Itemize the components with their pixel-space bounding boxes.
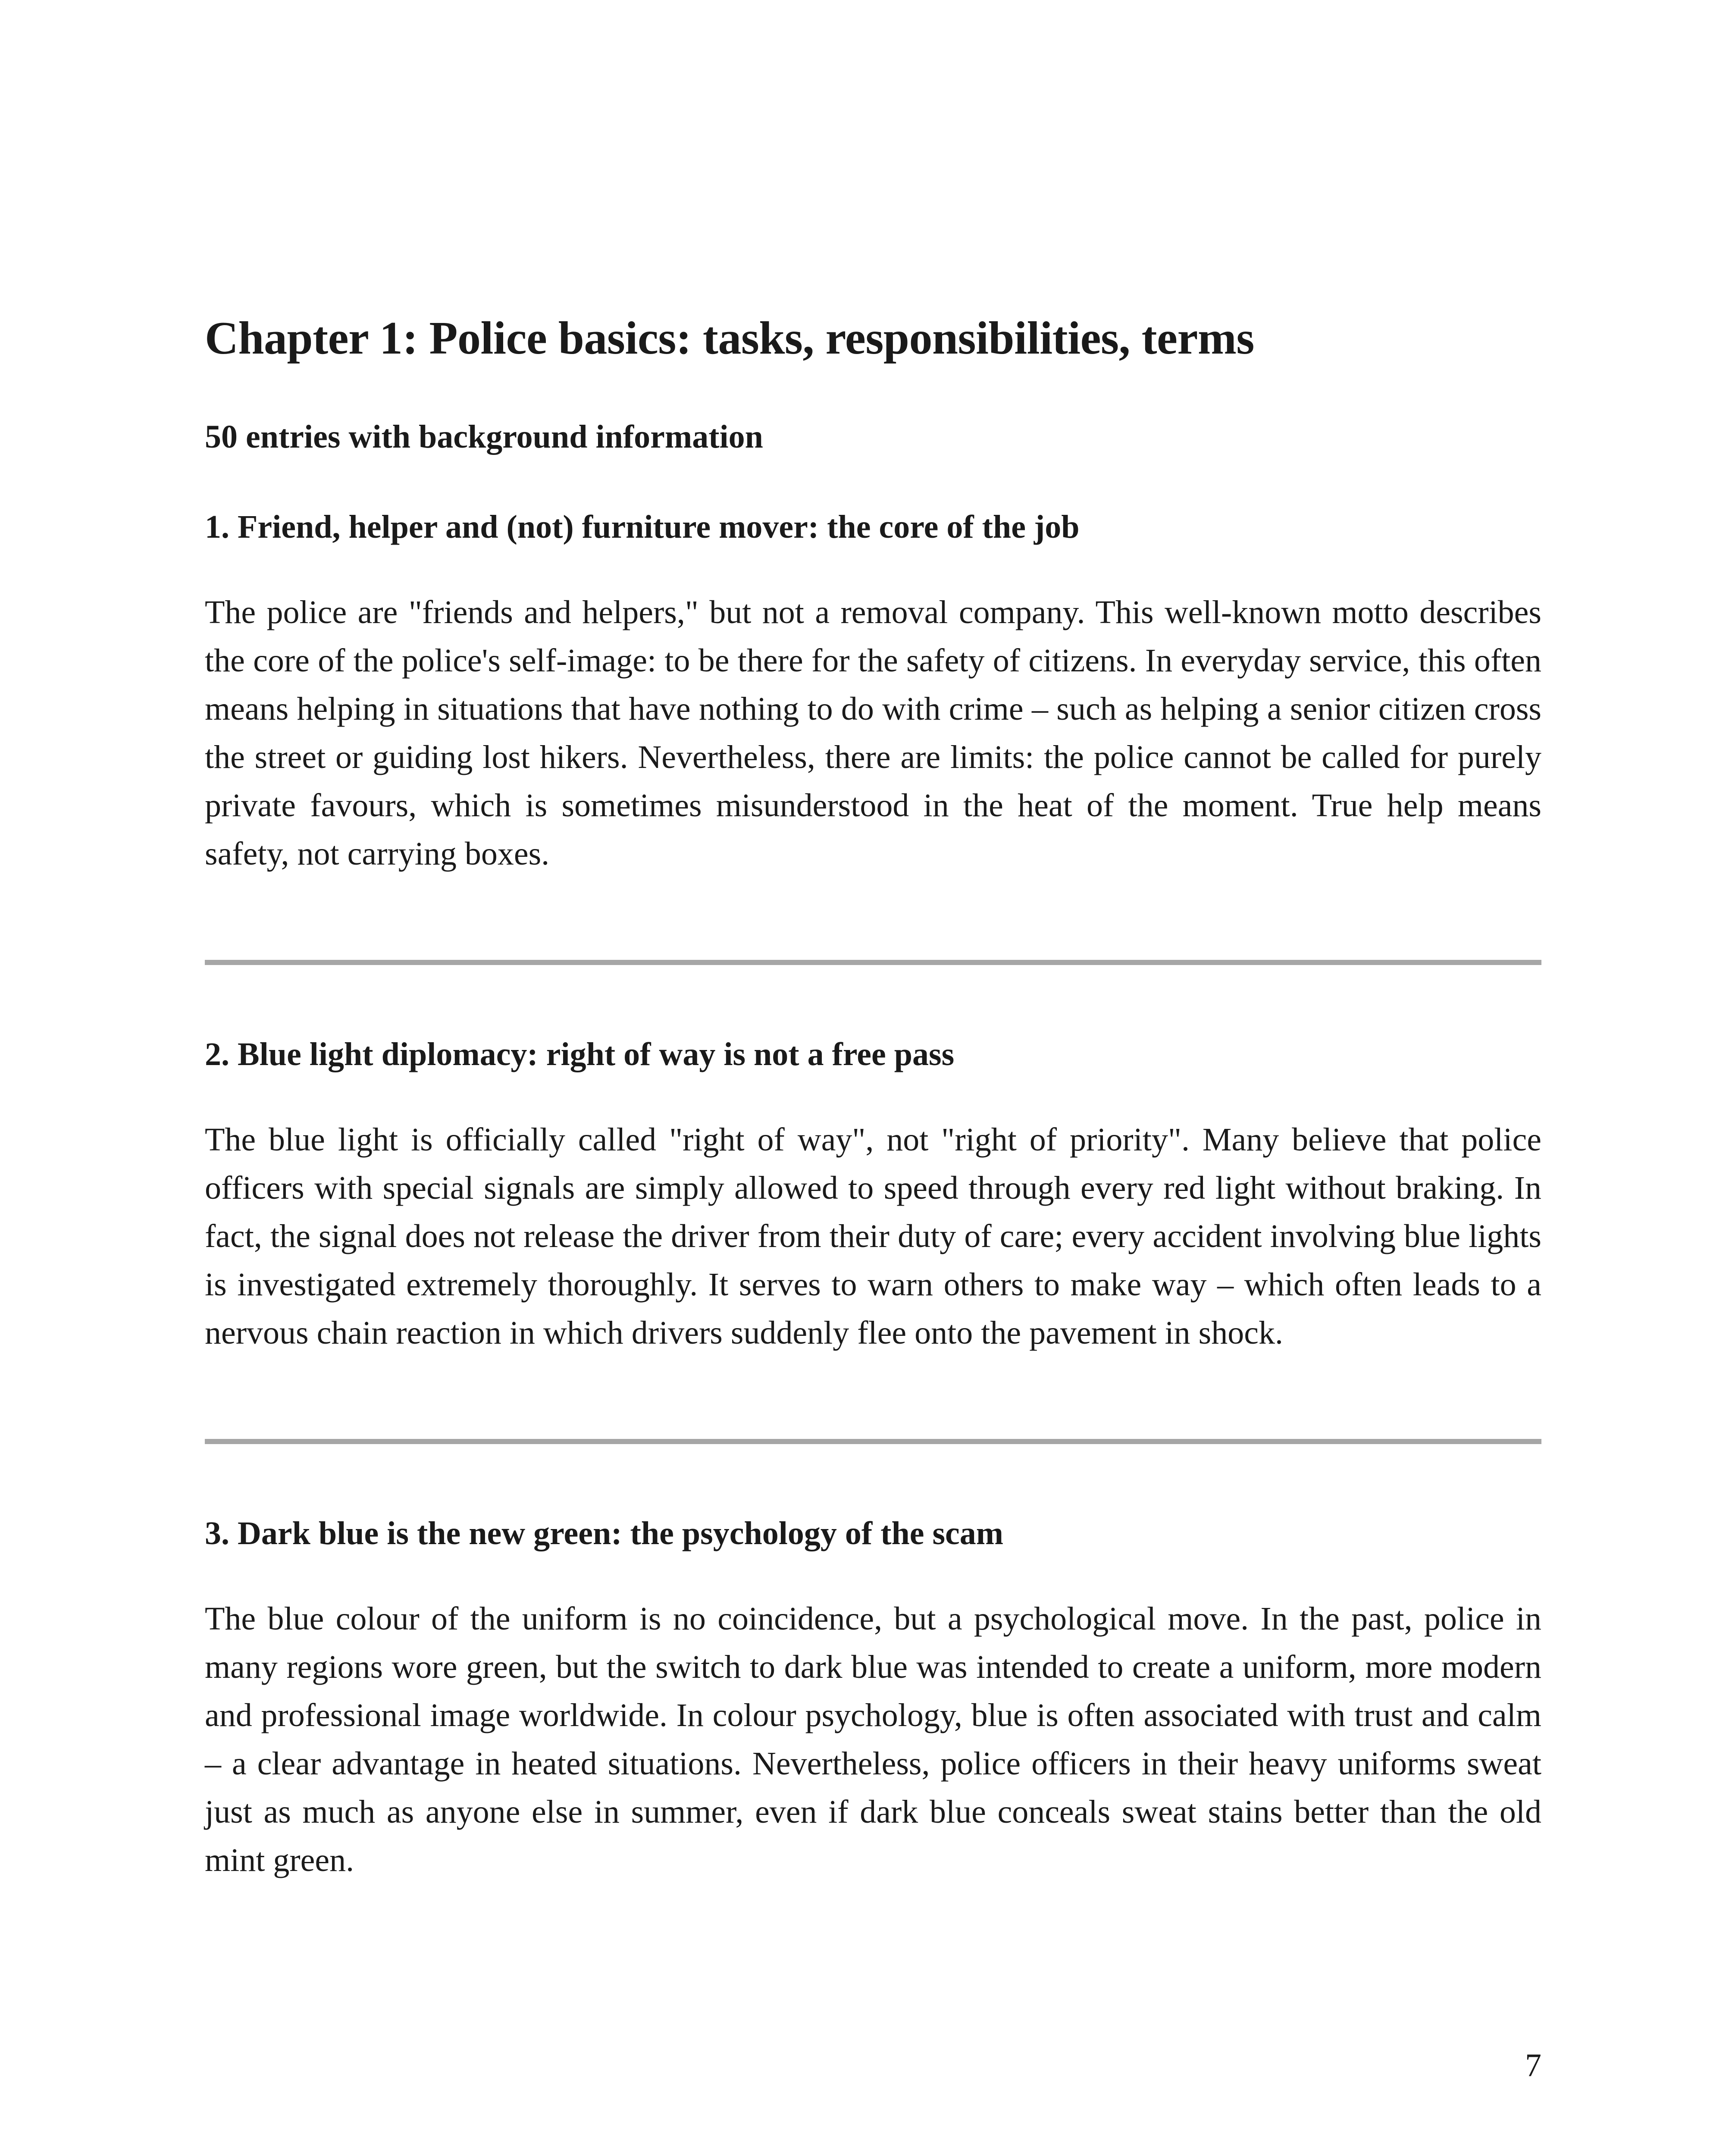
entry-body: The blue colour of the uniform is no coincidence, but a psychological move. In the past, police in many regions wore green, but the switch to dark blue was intended to create a uniform, more modern and professional image worldwide. In colour psychology, blue is often associated with trust and calm – a clear advantage in heated situations. Nevertheless, police officers in their heavy uniforms sweat just as much as anyone else in summer, even if dark blue conceals sweat stains better than the old mint green.: [205, 1601, 1541, 1879]
page-content: [205, 310, 1541, 1884]
entry-heading: 2. Blue light diplomacy: right of way is not a free pass: [205, 1036, 955, 1072]
entry-body: The blue light is officially called "right of way", not "right of priority". Many believe that police officers with special signals are simply allowed to speed through every red light without braking. In fact, the signal does not release the driver from their duty of care; every accident involving blue lights is investigated extremely thoroughly. It serves to warn others to make way – which often leads to a nervous chain reaction in which drivers suddenly flee onto the pavement in shock.: [205, 1122, 1541, 1351]
entry-3: [205, 1514, 1541, 1884]
chapter-title: Chapter 1: Police basics: tasks, responsibilities, terms: [205, 313, 1254, 364]
entry-heading: 1. Friend, helper and (not) furniture mover: the core of the job: [205, 508, 1080, 545]
entry-2: [205, 1035, 1541, 1357]
page-number: 7: [1525, 2047, 1541, 2084]
entry-heading: 3. Dark blue is the new green: the psychology of the scam: [205, 1515, 1004, 1552]
section-divider: [205, 1439, 1541, 1444]
entry-1: [205, 508, 1541, 878]
section-divider: [205, 960, 1541, 965]
entry-body: The police are "friends and helpers," but not a removal company. This well-known motto describes the core of the police's self-image: to be there for the safety of citizens. In everyday service, this often means helping in situations that have nothing to do with crime – such as helping a senior citizen cross the street or guiding lost hikers. Nevertheless, there are limits: the police cannot be called for purely private favours, which is sometimes misunderstood in the heat of the moment. True help means safety, not carrying boxes.: [205, 594, 1541, 872]
chapter-subtitle: 50 entries with background information: [205, 418, 763, 455]
